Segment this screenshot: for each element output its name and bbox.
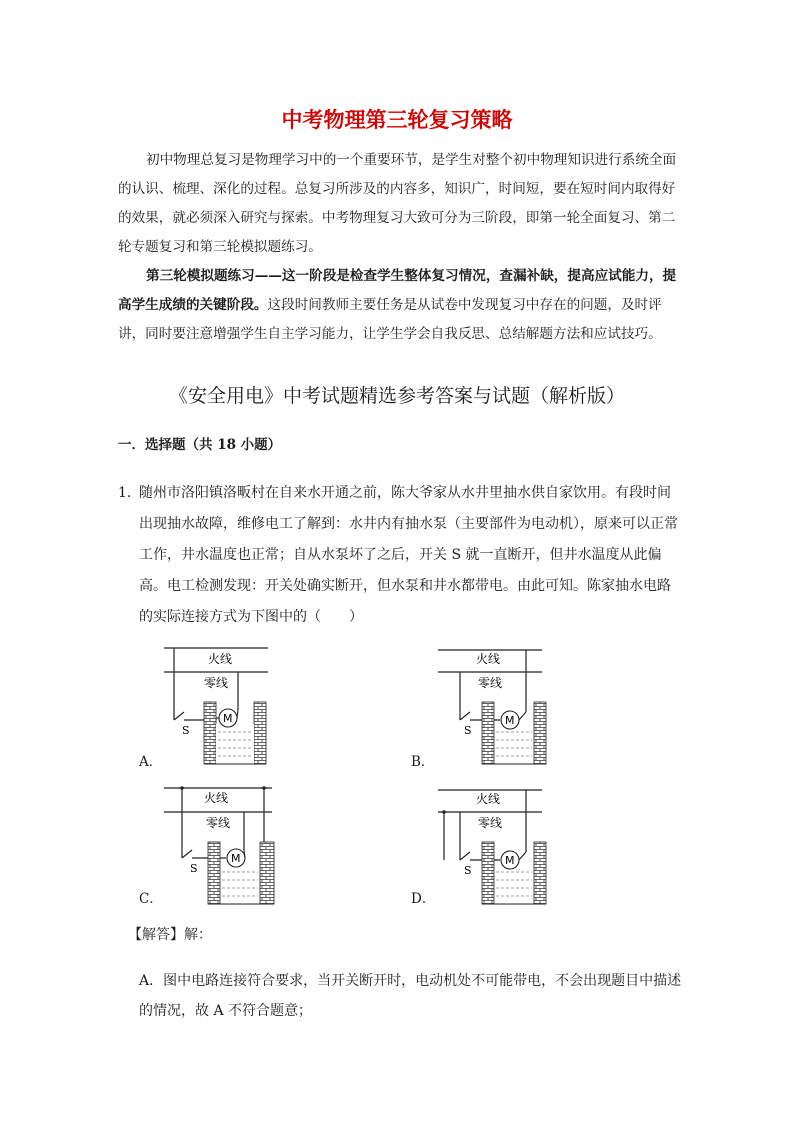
intro-paragraph-2-bold: 第三轮模拟题练习——这一阶段是检查学生整体复习情况，查漏补缺，提高应试能力，提高学生成绩的关键阶段。 [118,268,677,313]
option-a-label[interactable]: A． [139,754,163,770]
intro-paragraph-1 [118,146,682,262]
neutral-wire-label: 零线 [478,816,503,830]
option-c-label[interactable]: C． [139,891,163,907]
option-d-label[interactable]: D． [411,891,436,907]
intro-paragraph-2 [118,262,682,349]
switch-label: S [464,864,472,877]
fire-wire-label: 火线 [208,652,233,666]
option-b-circuit-diagram[interactable] [434,640,554,770]
section-heading: 一．选择题（共 18 小题） [118,437,282,453]
neutral-wire-label: 零线 [206,816,231,830]
switch-label: S [182,724,190,737]
question-number: 1． [118,485,141,501]
intro-paragraph-1-text: 初中物理总复习是物理学习中的一个重要环节，是学生对整个初中物理知识进行系统全面的认识、梳理、深化的过程。总复习所涉及的内容多，知识广，时间短，要在短时间内取得好的效果，就必须深入研究与探索。中考物理复习大致可分为三阶段，即第一轮全面复习、第二轮专题复习和第三轮模拟题练习。 [118,152,677,255]
neutral-wire-label: 零线 [204,676,229,690]
switch-label: S [190,862,198,875]
fire-wire-label: 火线 [204,791,229,805]
option-b-label[interactable]: B． [411,754,435,770]
option-c-circuit-diagram[interactable] [160,780,284,910]
answer-heading: 【解答】解： [128,927,212,943]
question-text: 随州市洛阳镇洛畈村在自来水开通之前，陈大爷家从水井里抽水供自家饮用。有段时间出现抽水故障，维修电工了解到：水井内有抽水泵（主要部件为电动机），原来可以正常工作，井水温度也正常；自从水泵坏了之后，开关 S 就一直断开，但井水温度从此偏高。电工检测发现：开关处确实断开，但水泵和井水都带电。由此可知。陈家抽水电路的实际连接方式为下图中的（ ） [139,485,678,625]
fire-wire-label: 火线 [476,792,501,806]
motor-label: M [223,712,233,725]
intro-paragraph-2-text: 这段时间教师主要任务是从试卷中发现复习中存在的问题，及时评讲，同时要注意增强学生自主学习能力，让学生学会自我反思、总结解题方法和应试技巧。 [118,297,662,342]
fire-wire-label: 火线 [476,652,501,666]
switch-label: S [464,724,472,737]
option-a-circuit-diagram[interactable] [160,640,280,770]
answer-option-a-analysis: A．图中电路连接符合要求，当开关断开时，电动机处不可能带电，不会出现题目中描述的情况，故 A 不符合题意； [139,973,682,1019]
exam-subtitle: 《安全用电》中考试题精选参考答案与试题（解析版） [168,385,625,407]
option-d-circuit-diagram[interactable] [434,780,554,910]
neutral-wire-label: 零线 [478,676,503,690]
motor-label: M [505,854,515,867]
document-title: 中考物理第三轮复习策略 [281,108,513,132]
motor-label: M [505,714,515,727]
motor-label: M [231,852,241,865]
